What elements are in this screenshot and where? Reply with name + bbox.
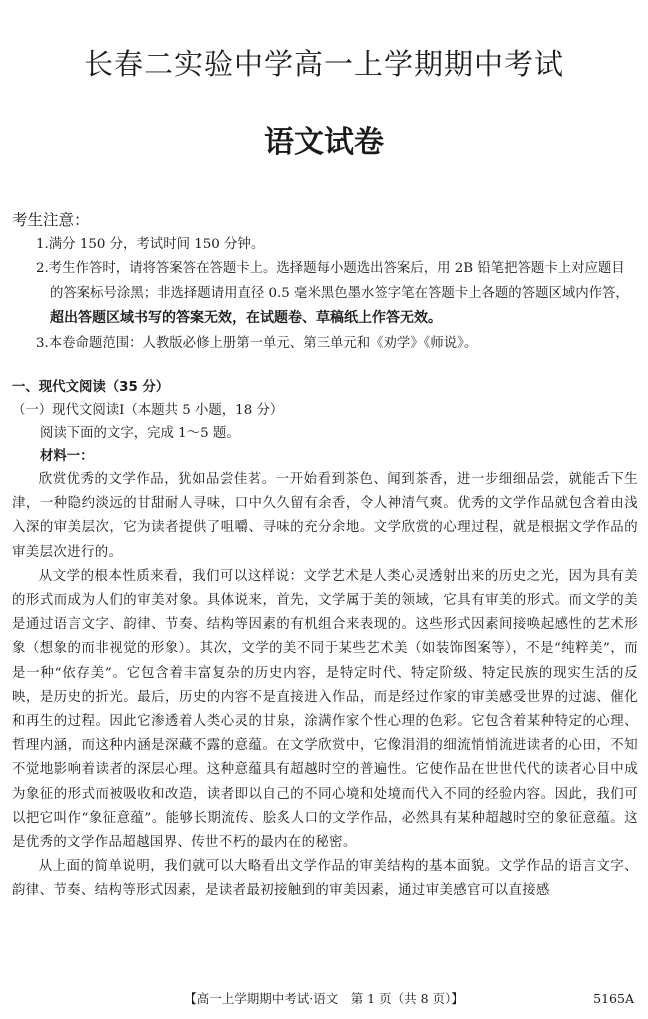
notice-item-1: 1.满分 150 分，考试时间 150 分钟。 xyxy=(36,236,265,252)
material-label: 材料一： xyxy=(40,449,94,464)
reading-instruction: 阅读下面的文字，完成 1～5 题。 xyxy=(40,426,240,441)
reading-section xyxy=(12,376,638,904)
candidate-notice xyxy=(12,208,638,356)
exam-title: 长春二实验中学高一上学期期中考试 xyxy=(83,47,564,81)
paragraph-3: 从上面的简单说明，我们就可以大略看出文学作品的审美结构的基本面貌。文学作品的语言文字、韵律、节奏、结构等形式因素，是读者最初接触到的审美因素，通过审美感官可以直接感 xyxy=(12,859,638,899)
notice-item-2 xyxy=(12,257,638,332)
subject-title: 语文试卷 xyxy=(264,125,384,160)
notice-item-2-text: 2.考生作答时，请将答案答在答题卡上。选择题每小题选出答案后，用 2B 铅笔把答题卡上对应题目的答案标号涂黑；非选择题请用直径 0.5 毫米黑色墨水签字笔在答题卡上各题的答题区域内作答， xyxy=(36,261,629,301)
subsection-title: （一）现代文阅读Ⅰ（本题共 5 小题，18 分） xyxy=(12,403,284,418)
footer-code: 5165A xyxy=(593,991,634,1006)
paragraph-1: 欣赏优秀的文学作品，犹如品尝佳茗。一开始看到茶色、闻到茶香，进一步细细品尝，就能舌下生津，一种隐约淡远的甘甜耐人寻味，口中久久留有余香，令人神清气爽。优秀的文学作品就包含着由浅入深的审美层次，它为读者提供了咀嚼、寻味的充分余地。文学欣赏的心理过程，就是根据文学作品的审美层次进行的。 xyxy=(12,472,638,560)
paragraph-2: 从文学的根本性质来看，我们可以这样说：文学艺术是人类心灵透射出来的历史之光，因为具有美的形式而成为人们的审美对象。具体说来，首先，文学属于美的领域，它具有审美的形式。而文学的美是通过语言文字、韵律、节奏、结构等因素的有机组合来表现的。这些形式因素间接唤起感性的艺术形象（想象的而非视觉的形象）。其次，文学的美不同于某些艺术美（如装饰图案等），不是“纯粹美”，而是一种“依存美”。它包含着丰富复杂的历史内容，是特定时代、特定阶级、特定民族的现实生活的反映，是历史的折光。最后，历史的内容不是直接进入作品，而是经过作家的审美感受世界的过滤、催化和再生的过程。因此它渗透着人类心灵的甘泉，涂满作家个性心理的色彩。它包含着某种特定的心理、哲理内涵，而这种内涵是深藏不露的意蕴。在文学欣赏中，它像涓涓的细流悄悄流进读者的心田，不知不觉地影响着读者的深层心理。这种意蕴具有超越时空的普遍性。它使作品在世世代代的读者心目中成为象征的形式而被吸收和改造，读者即以自己的不同心境和处境而代入不同的经验内容。因此，我们可以把它叫作“象征意蕴”。能够长期流传、脍炙人口的文学作品，必然具有某种超越时空的象征意蕴。这是优秀的文学作品超越国界、传世不朽的最内在的秘密。 xyxy=(12,568,638,851)
notice-item-2-bold: 超出答题区域书写的答案无效，在试题卷、草稿纸上作答无效。 xyxy=(50,310,442,326)
notice-item-3: 3.本卷命题范围：人教版必修上册第一单元、第三单元和《劝学》《师说》。 xyxy=(36,335,478,351)
footer-page-info: 【高一上学期期中考试·语文 第 1 页（共 8 页）】 xyxy=(184,991,464,1006)
notice-heading: 考生注意： xyxy=(12,211,90,229)
section-title: 一、现代文阅读（35 分） xyxy=(12,380,170,395)
